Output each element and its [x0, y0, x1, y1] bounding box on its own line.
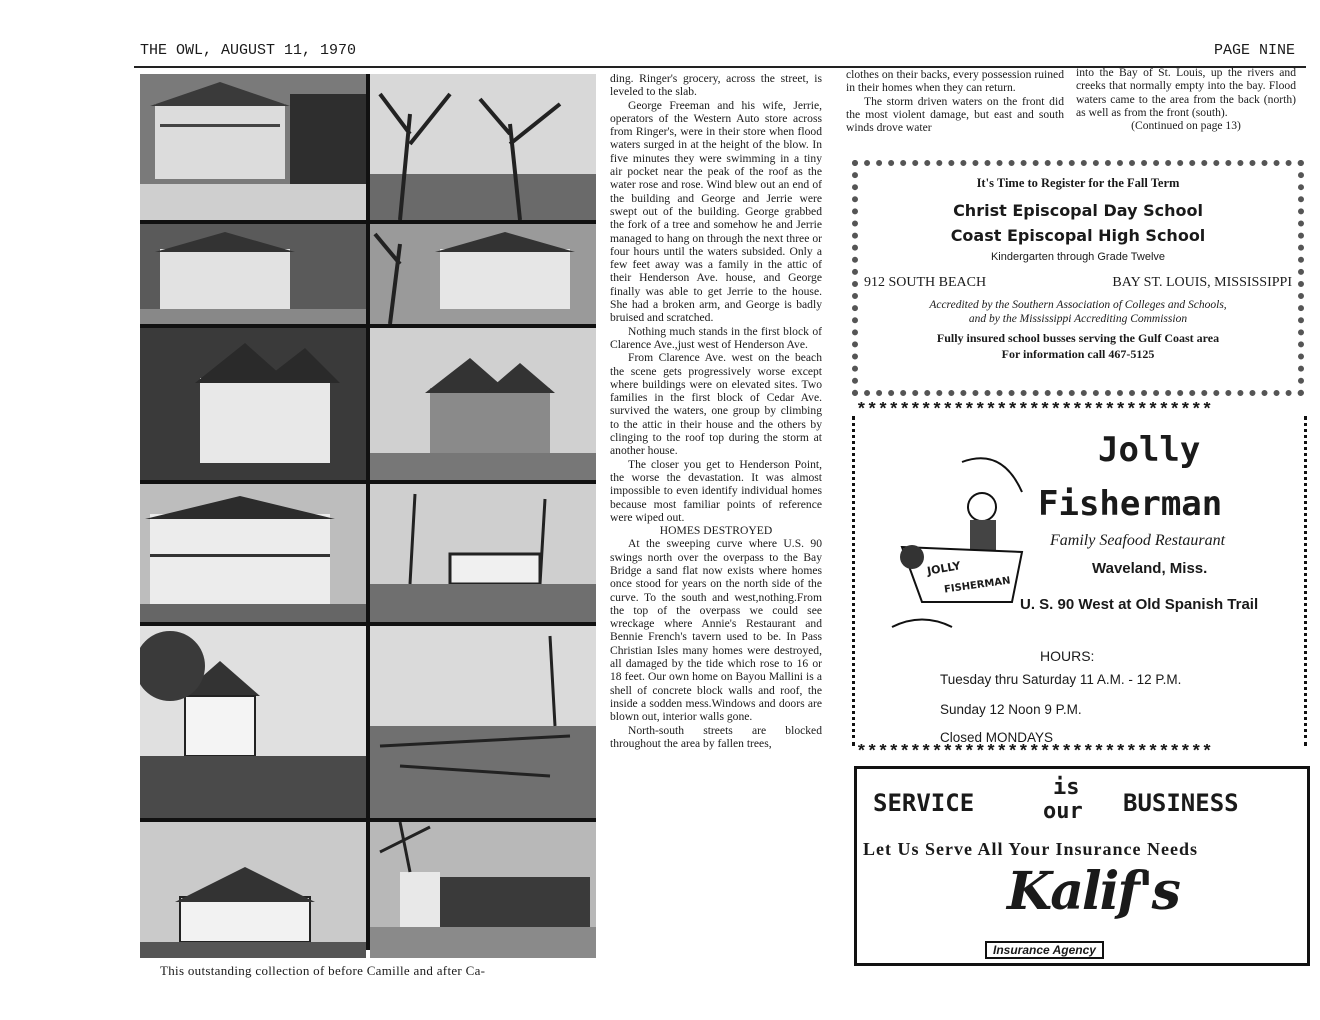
- accreditation-line-2: and by the Mississippi Accrediting Commission: [968, 313, 1188, 325]
- school-city: BAY ST. LOUIS, MISSISSIPPI: [1112, 275, 1292, 290]
- hours-title: HOURS:: [1040, 648, 1095, 664]
- photo-debris-after-5: [370, 626, 596, 818]
- restaurant-tagline: Family Seafood Restaurant: [1050, 532, 1226, 549]
- school-address: 912 SOUTH BEACH: [864, 275, 987, 290]
- col2-p2: The storm driven waters on the front did the most violent damage, but east and south winds drove water: [846, 94, 1064, 135]
- photo-colonial-after-2: [370, 224, 596, 324]
- photo-slab-after-4: [370, 484, 596, 622]
- article-column-2: [846, 68, 1064, 134]
- school-info-phone: For information call 467-5125: [1001, 347, 1155, 361]
- star-border-left: [852, 416, 869, 746]
- school-name-2: Coast Episcopal High School: [950, 226, 1206, 245]
- school-advertisement: [852, 160, 1304, 396]
- article-column-1: [610, 72, 822, 750]
- col1-p7: North-south streets are blocked throughout the area by fallen trees,: [610, 723, 822, 750]
- photo-house-after-6: [370, 822, 596, 958]
- restaurant-town: Waveland, Miss.: [1092, 560, 1208, 577]
- col3-p1: into the Bay of St. Louis, up the rivers and creeks that normally empty into the bay. Flood waters came to the area from the back (north) as well as from the front (south).: [1076, 66, 1296, 119]
- photo-house-before-1: [140, 74, 366, 220]
- col2-p1: clothes on their backs, every possession ruined in their homes when they can return.: [846, 68, 1064, 95]
- photo-colonial-before-2: [140, 224, 366, 324]
- logo-text-jolly: JOLLY: [926, 559, 962, 578]
- masthead-title: THE OWL, AUGUST 11, 1970: [140, 42, 357, 59]
- our-word: our: [1043, 799, 1083, 824]
- col1-p1: ding. Ringer's grocery, across the street, is leveled to the slab.: [610, 72, 822, 99]
- logo-text-fisherman: FISHERMAN: [943, 575, 1012, 596]
- page-number: PAGE NINE: [1214, 42, 1296, 59]
- photo-gabled-before-3: [140, 328, 366, 480]
- school-grades: Kindergarten through Grade Twelve: [990, 251, 1166, 263]
- photo-gazebo-before-5: [140, 626, 366, 818]
- col1-p4: From Clarence Ave. west on the beach the scene gets progressively worse except where buildings were on elevated sites. Two families in the first block of Cedar Ave. survived the waters, one group by climbing to the attic in their house and the others by clinging to the roof top during the storm at another house.: [610, 351, 822, 458]
- article-column-3: [1076, 66, 1296, 132]
- photo-storm-trees-after-1: [370, 74, 596, 220]
- col1-p2: George Freeman and his wife, Jerrie, operators of the Western Auto store across from Ringer's, were in their store when flood waters surged in at the height of the blow. In five minutes they were swimming in a tiny air pocket near the peak of the roof as the water rose and rose. Wind blew out an end of the building and George and Jerrie were swept out of the building. George grabbed the fork of a tree and somehow he and Jerrie managed to hang on through the next three or four hours until the waters subsided. Only a few feet away was a family in the attic of their Henderson Ave. house, and George finally was able to get Jerrie to the house. She had a broken arm, and George is badly bruised and scratched.: [610, 98, 822, 325]
- insurance-tagline: Let Us Serve All Your Insurance Needs: [863, 839, 1198, 859]
- col1-p5: The closer you get to Henderson Point, the worse the devastation. It was almost impossible to even identify individual homes because most familiar points of reference were wiped out.: [610, 457, 822, 524]
- col1-heading: HOMES DESTROYED: [659, 524, 773, 538]
- school-name-1: Christ Episcopal Day School: [953, 201, 1203, 220]
- col1-p6: At the sweeping curve where U.S. 90 swings north over the overpass to the Bay Bridge a sand flat now exists where homes once stood for years on the north side of the curve. To the south and west,nothing.From the top of the overpass we could see wreckage where Annie's Restaurant and Bennie French's tavern used to be. In Pass Christian Isles many homes were destroyed, all damaged by the tide which rose to 16 or 18 feet. Our own home on Bayou Mallini is a shell of concrete block walls and roof, the inside a sodden mess.Windows and doors are blown out, interior walls gone.: [610, 537, 822, 724]
- star-border-right: [1290, 416, 1307, 746]
- insurance-advertisement: [854, 766, 1310, 966]
- service-word: SERVICE: [873, 789, 975, 817]
- restaurant-name-line-1: Jolly: [1098, 430, 1201, 470]
- photo-grid: [140, 74, 596, 950]
- col1-p3: Nothing much stands in the first block of Clarence Ave.,just west of Henderson Ave.: [610, 324, 822, 351]
- is-word: is: [1053, 775, 1080, 800]
- restaurant-name-line-2: Fisherman: [1038, 484, 1223, 524]
- hours-weekday: Tuesday thru Saturday 11 A.M. - 12 P.M.: [940, 672, 1182, 687]
- star-border-bottom: *********************************: [856, 744, 1213, 762]
- restaurant-advertisement: [852, 402, 1304, 762]
- restaurant-location: U. S. 90 West at Old Spanish Trail: [1020, 596, 1259, 613]
- school-ad-headline: It's Time to Register for the Fall Term: [976, 176, 1180, 190]
- hours-closed: Closed MONDAYS: [940, 730, 1054, 745]
- hours-sunday: Sunday 12 Noon 9 P.M.: [940, 702, 1082, 717]
- school-bus-note: Fully insured school busses serving the Gulf Coast area: [936, 331, 1220, 345]
- photo-caption: This outstanding collection of before Camille and after Ca-: [160, 963, 486, 978]
- accreditation-line-1: Accredited by the Southern Association of Colleges and Schools,: [929, 299, 1227, 311]
- photo-gabled-after-3: [370, 328, 596, 480]
- star-border-top: *********************************: [856, 402, 1213, 420]
- business-word: BUSINESS: [1123, 789, 1239, 817]
- continued-note: (Continued on page 13): [1131, 119, 1241, 133]
- kalifs-logo: Kalif's: [1007, 861, 1179, 922]
- fisherman-illustration: [882, 452, 1032, 642]
- insurance-agency-label: Insurance Agency: [985, 941, 1104, 959]
- photo-cottage-before-6: [140, 822, 366, 958]
- photo-porch-house-before-4: [140, 484, 366, 622]
